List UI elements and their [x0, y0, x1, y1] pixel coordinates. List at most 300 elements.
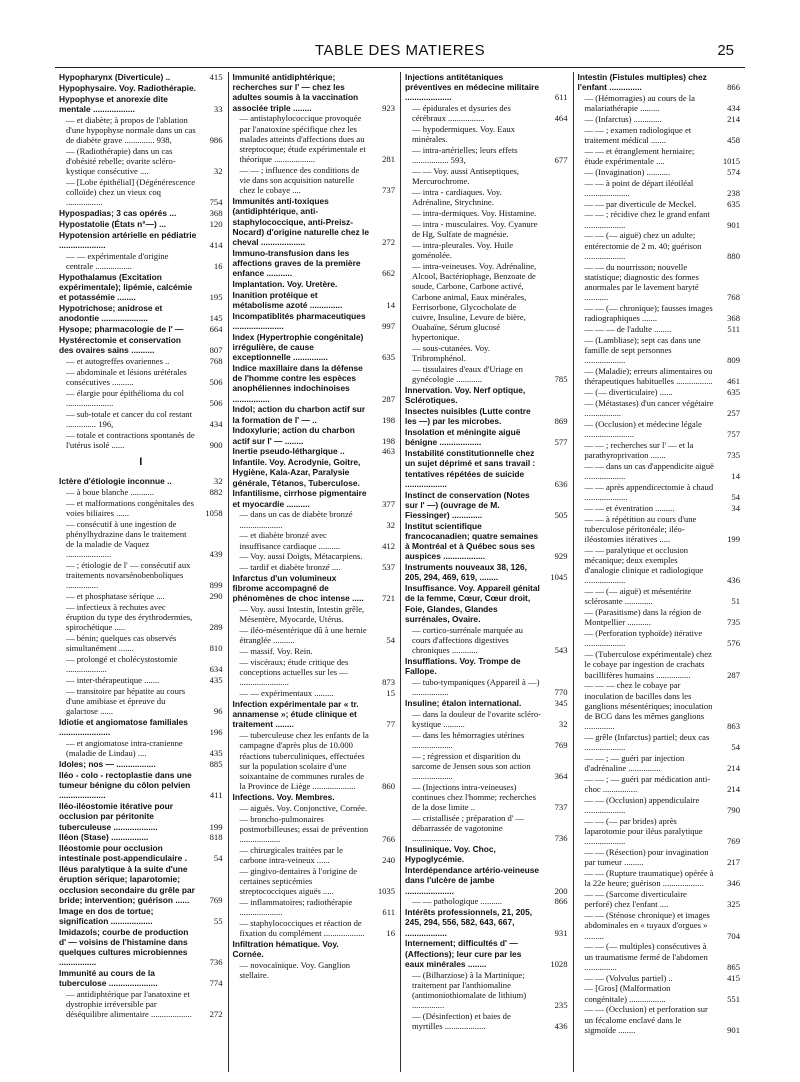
- entry-text: — — — de l'adulte ........: [584, 324, 672, 334]
- index-entry: [578, 209, 741, 229]
- entry-page: 635: [727, 198, 740, 209]
- entry-page: 214: [727, 114, 740, 124]
- index-entry: [233, 196, 396, 247]
- entry-text: Instruments nouveaux 38, 126, 205, 294, 469, 619, ........: [405, 562, 527, 583]
- index-entry: [59, 367, 223, 387]
- entry-text: Hypopharynx (Diverticule) ..: [59, 72, 171, 82]
- index-entry: [59, 251, 223, 271]
- entry-text: Inertie pseudo-léthargique ..: [232, 446, 345, 457]
- entry-page: 463: [382, 446, 395, 457]
- entry-text: Iléo-iléostomie itérative pour occlusion par péritonite tuberculeuse ...................: [59, 801, 174, 832]
- index-entry: [233, 730, 396, 791]
- entry-page: 506: [209, 376, 223, 387]
- index-entry: [59, 324, 223, 334]
- entry-text: — chirurgicales traitées par le carbone intra-veineux ......: [239, 844, 343, 866]
- index-entry: [59, 633, 223, 653]
- index-entry: [233, 509, 396, 529]
- index-entry: [405, 677, 568, 697]
- entry-page: 757: [727, 429, 740, 439]
- entry-text: — (Infarctus) .............: [584, 114, 662, 124]
- entry-page: 287: [727, 669, 740, 680]
- index-entry: [578, 324, 741, 334]
- entry-text: Image en dos de tortue; signification ..................: [59, 905, 154, 926]
- entry-page: 636: [554, 478, 568, 489]
- entry-text: Insuline; étalon international.: [405, 697, 522, 708]
- index-entry: [59, 498, 223, 518]
- entry-text: — (Perforation typhoïde) itérative ...................: [584, 628, 703, 649]
- index-entry: [233, 604, 396, 624]
- entry-page: 54: [731, 492, 740, 502]
- entry-page: 217: [727, 857, 740, 868]
- index-entry: [578, 514, 741, 545]
- entry-page: 346: [727, 878, 740, 889]
- entry-text: Index (Hypertrophie congénitale) irrégulière, de cause exceptionnelle ...............: [232, 331, 364, 363]
- index-entry: [405, 698, 568, 708]
- index-entry: [405, 782, 568, 813]
- entry-text: — — (Volvulus partiel) ..: [584, 972, 673, 983]
- entry-page: 774: [209, 978, 223, 989]
- entry-text: Hypospadias; 3 cas opérés ...: [59, 208, 177, 219]
- entry-text: — (Métastases) d'un cancer végétaire .................: [584, 397, 714, 418]
- index-entry: [405, 427, 568, 447]
- entry-page: 290: [209, 591, 223, 602]
- index-entry: [233, 404, 396, 424]
- entry-text: Insolation et méningite aiguë bénigne ..................: [405, 427, 521, 448]
- entry-text: — — et étranglement herniaire; étude expérimentale ....: [584, 145, 695, 166]
- entry-text: — — pathologique ..........: [412, 896, 502, 907]
- entry-text: — — expérimentale d'origine centrale .................: [66, 250, 169, 271]
- entry-text: — — ; influence des conditions de vie dans son acquisition naturelle chez le cobaye ....: [239, 165, 360, 196]
- entry-page: 199: [727, 534, 740, 544]
- index-entry: [405, 364, 568, 384]
- entry-text: — cortico-surrénale marquée au cours d'affections digestives chroniques ............: [412, 624, 523, 656]
- entry-page: 235: [554, 1000, 568, 1011]
- index-entry: [233, 699, 396, 730]
- index-entry: [233, 918, 396, 938]
- entry-page: 54: [386, 635, 395, 646]
- index-entry: [578, 419, 741, 439]
- entry-text: Iléus paralytique à la suite d'une éruption sérique; laparotomie; occlusion secondaire du grêle par bride; intervention; guérison ......: [59, 864, 195, 905]
- entry-page: 96: [213, 706, 223, 717]
- entry-text: — — ; examen radiologique et traitement médical .......: [584, 124, 692, 145]
- entry-page: 32: [213, 476, 223, 486]
- entry-page: 769: [727, 836, 740, 847]
- entry-text: — (Invagination) ...........: [584, 166, 671, 177]
- entry-text: Indoxylurie; action du charbon actif sur l' — ........: [232, 425, 355, 446]
- entry-page: 77: [386, 719, 395, 730]
- entry-text: — (Maladie); erreurs alimentaires ou thérapeutiques habituelles .................: [584, 366, 713, 387]
- index-entry: [233, 165, 396, 196]
- index-columns: [55, 72, 745, 1072]
- entry-text: — — ; — guéri par médication anti-choc ................: [584, 774, 711, 795]
- index-entry: [59, 560, 223, 591]
- entry-text: — sous-cutanées. Voy. Tribromphénol.: [412, 343, 490, 364]
- index-entry: [578, 628, 741, 648]
- entry-text: Idoles; nos — .................: [59, 759, 156, 770]
- index-entry: [405, 385, 568, 405]
- entry-page: 16: [213, 261, 223, 271]
- index-column-1: [55, 72, 228, 1072]
- index-entry: [59, 519, 223, 560]
- entry-page: 900: [209, 439, 223, 450]
- index-entry: [59, 146, 223, 177]
- entry-text: Infantile. Voy. Acrodynie, Goitre, Hygiène, Kala-Azar, Paralysie générale, Tétanos, Tuberculose.: [232, 457, 361, 488]
- entry-page: 16: [386, 928, 395, 939]
- index-entry: [578, 889, 741, 909]
- index-entry: [578, 461, 741, 481]
- entry-page: 54: [731, 742, 740, 753]
- entry-text: — — après appendicectomie à chaud ....................: [584, 481, 714, 502]
- entry-page: 880: [727, 250, 740, 261]
- index-entry: [59, 115, 223, 146]
- index-entry: [59, 476, 223, 486]
- entry-page: 1028: [550, 958, 568, 969]
- entry-text: — aiguës. Voy. Conjonctive, Cornée.: [239, 802, 368, 813]
- entry-text: Hysope; pharmacologie de l' —: [59, 324, 184, 334]
- index-entry: [59, 759, 223, 769]
- entry-text: Insectes nuisibles (Lutte contre les —) par les microbes.: [405, 406, 531, 427]
- entry-text: — ; étiologie de l' — consécutif aux traitements novarsénobenboliques ...............: [66, 560, 191, 591]
- entry-text: — Voy. aussi Intestin, Intestin grêle, Mésentère, Myocarde, Utérus.: [239, 604, 365, 625]
- index-entry: [578, 680, 741, 731]
- entry-text: Implantation. Voy. Uretère.: [232, 279, 338, 290]
- index-entry: [405, 865, 568, 896]
- entry-text: Iléostomie pour occlusion intestinale post-appendiculaire .: [59, 843, 187, 864]
- entry-text: — massif. Voy. Rein.: [239, 646, 313, 657]
- entry-page: 434: [209, 418, 223, 429]
- index-entry: [578, 774, 741, 794]
- entry-text: — inter-thérapeutique .......: [66, 675, 160, 686]
- entry-page: 1058: [205, 507, 223, 518]
- index-entry: [578, 482, 741, 502]
- entry-text: Infections. Voy. Membres.: [232, 792, 335, 803]
- index-entry: [405, 261, 568, 343]
- entry-page: 196: [209, 727, 223, 738]
- index-entry: [578, 941, 741, 972]
- entry-page: 200: [554, 885, 568, 896]
- entry-page: 611: [382, 907, 395, 918]
- index-entry: [578, 335, 741, 366]
- entry-text: Intérêts professionnels, 21, 205, 245, 294, 556, 582, 643, 667, ..................: [405, 907, 533, 938]
- entry-text: Infection expérimentale par « tr. annamense »; étude clinique et traitement ........: [232, 699, 359, 730]
- entry-text: — — et éventration .........: [584, 502, 675, 513]
- entry-text: — grêle (Infarctus) partiel; deux cas ...................: [584, 732, 710, 753]
- index-entry: [405, 844, 568, 864]
- entry-page: 14: [731, 471, 740, 481]
- index-entry: [405, 813, 568, 844]
- entry-text: — — à point de départ iléoiléal .....................: [584, 177, 694, 198]
- entry-page: 120: [209, 219, 223, 229]
- index-entry: [233, 248, 396, 279]
- entry-text: — — ; — guéri par injection d'adrénaline ...............: [584, 753, 685, 774]
- index-entry: [405, 521, 568, 562]
- entry-text: — — (Sténose chronique) et images abdominales en « tuyaux d'orgues » .........: [584, 910, 710, 941]
- entry-page: 873: [382, 677, 395, 688]
- index-entry: [233, 646, 396, 656]
- index-entry: [59, 968, 223, 988]
- entry-text: — épidurales et dysuries des cérébraux .................: [412, 103, 511, 124]
- index-entry: [405, 907, 568, 938]
- entry-text: — dans la douleur de l'ovarite scléro-kystique ..........: [412, 708, 541, 729]
- entry-text: — — ; récidive chez le grand enfant ...................: [584, 209, 710, 230]
- entry-text: — totale et contractions spontanés de l'utérus isolé ......: [66, 429, 195, 450]
- entry-page: 32: [386, 519, 395, 530]
- index-entry: [233, 960, 396, 980]
- entry-text: Hypotrichose; anidrose et anodontie ....................: [59, 303, 163, 324]
- entry-text: — — (— par brides) après laparotomie pour iléus paralytique ...................: [584, 816, 703, 847]
- index-entry: [578, 732, 741, 752]
- entry-page: 899: [209, 580, 223, 591]
- entry-text: — bénin; quelques cas observés simultanément .......: [66, 633, 177, 654]
- entry-page: 289: [209, 622, 223, 633]
- entry-text: — et phosphatase sérique ....: [66, 591, 165, 602]
- entry-page: 377: [382, 498, 395, 509]
- entry-page: 543: [554, 645, 568, 656]
- entry-text: Infiltration hématique. Voy. Cornée.: [232, 939, 339, 960]
- entry-text: — intra - cardiaques. Voy. Adrénaline, Strychnine.: [412, 187, 502, 208]
- entry-text: Immuno-transfusion dans les affections graves de la première enfance ...........: [232, 247, 361, 279]
- index-entry: [405, 490, 568, 521]
- index-entry: [578, 262, 741, 303]
- index-entry: [233, 551, 396, 561]
- index-entry: [578, 114, 741, 124]
- entry-text: Infantilisme, cirrhose pigmentaire et myocardie ..........: [232, 488, 367, 509]
- index-entry: [405, 145, 568, 165]
- index-entry: [59, 230, 223, 250]
- entry-page: 412: [382, 540, 395, 551]
- index-entry: [59, 388, 223, 408]
- entry-text: — et malformations congénitales des voies biliaires ......: [66, 497, 194, 518]
- entry-text: — — à répétition au cours d'une tuberculose péritonéale; iléo-iléostomies itératives .....: [584, 513, 697, 544]
- entry-page: 436: [727, 575, 740, 586]
- index-entry: [578, 545, 741, 586]
- entry-text: Immunité au cours de la tuberculose .....................: [59, 968, 158, 989]
- index-entry: [578, 167, 741, 177]
- index-entry: [59, 430, 223, 450]
- index-entry: [233, 363, 396, 404]
- entry-text: Instinct de conservation (Notes sur l' —) (ouvrage de M. Fiessinger) .............: [405, 489, 530, 521]
- entry-page: 551: [727, 993, 740, 1004]
- index-entry: [59, 686, 223, 717]
- index-entry: [59, 272, 223, 303]
- entry-text: — dans un cas de diabète bronzé ....................: [239, 509, 353, 530]
- entry-text: — intra-artérielles; leurs effets ................. 593,: [412, 145, 518, 166]
- index-entry: [578, 440, 741, 460]
- entry-page: 929: [554, 551, 568, 562]
- entry-page: 869: [554, 416, 568, 427]
- index-entry: [578, 398, 741, 418]
- entry-text: — — (Occlusion) appendiculaire ...................: [584, 795, 700, 816]
- entry-page: 809: [727, 355, 740, 366]
- entry-text: — (Injections intra-veineuses) continues chez l'homme; recherches de la dose limite ..: [412, 781, 536, 813]
- entry-page: 281: [382, 154, 395, 165]
- entry-page: 662: [382, 268, 395, 279]
- entry-text: — — (Occlusion) et perforation sur un fécalome enclavé dans le sigmoïde ........: [584, 1004, 708, 1035]
- entry-page: 1045: [550, 572, 568, 583]
- index-entry: [405, 1011, 568, 1031]
- entry-text: — (Lambliase); sept cas dans une famille de sept personnes ...................: [584, 334, 701, 366]
- index-entry: [405, 709, 568, 729]
- entry-page: 345: [554, 697, 568, 708]
- entry-text: — ; régression et disparition du sarcome de Jensen sous son action ...................: [412, 750, 531, 782]
- entry-page: 461: [727, 376, 740, 387]
- entry-text: — et diabète bronzé avec insuffisance cardiaque ..........: [239, 530, 341, 551]
- entry-text: Interdépendance artério-veineuse dans l'ulcère de jambe .....................: [405, 865, 540, 896]
- index-entry: [59, 335, 223, 355]
- index-entry: [233, 803, 396, 813]
- index-entry: [233, 488, 396, 508]
- entry-text: — inflammatoires; radiothérapie ....................: [239, 897, 353, 918]
- index-entry: [578, 503, 741, 513]
- entry-page: 436: [554, 1021, 568, 1032]
- entry-page: 931: [554, 927, 568, 938]
- entry-page: 415: [727, 972, 740, 983]
- index-entry: [59, 356, 223, 366]
- entry-page: 576: [727, 638, 740, 649]
- index-entry: [59, 208, 223, 218]
- entry-text: Iléo - colo - rectoplastie dans une tumeur bénigne du côlon pelvien ....................: [59, 770, 192, 801]
- entry-page: 635: [727, 387, 740, 397]
- index-entry: [578, 230, 741, 261]
- entry-text: — et angiomatose intra-cranienne (maladie de Lindau) ....: [66, 738, 183, 759]
- entry-page: 368: [209, 208, 223, 219]
- entry-page: 736: [209, 957, 223, 968]
- index-entry: [405, 730, 568, 750]
- entry-page: 287: [382, 393, 395, 404]
- entry-text: — Voy. aussi Doigts, Métacarpiens.: [239, 551, 363, 562]
- entry-page: 364: [554, 771, 568, 782]
- entry-page: 677: [554, 155, 568, 166]
- entry-page: 257: [727, 408, 740, 418]
- entry-text: — sub-totale et cancer du col restant .............. 196,: [66, 408, 192, 429]
- index-entry: [578, 847, 741, 867]
- index-entry: [59, 738, 223, 758]
- index-entry: [233, 446, 396, 456]
- index-entry: [578, 366, 741, 386]
- entry-page: 770: [554, 687, 568, 698]
- index-entry: [405, 166, 568, 186]
- index-entry: [405, 72, 568, 103]
- entry-text: Insulinique. Voy. Choc, Hypoglycémie.: [405, 844, 496, 865]
- index-entry: [405, 406, 568, 426]
- entry-page: 14: [386, 300, 395, 311]
- index-entry: [405, 562, 568, 582]
- index-entry: [59, 177, 223, 208]
- entry-text: — — paralytique et occlusion mécanique; deux exemples d'analogie clinique et radiologique ...................: [584, 544, 704, 586]
- index-entry: [405, 448, 568, 489]
- entry-text: — gingivo-dentaires à l'origine de certaines septicémies streptococciques aiguës .....: [239, 865, 358, 897]
- entry-text: — — (Rupture traumatique) opérée à la 22e heure; guérison ...................: [584, 868, 714, 889]
- entry-page: 1035: [377, 886, 395, 897]
- entry-page: 435: [209, 748, 223, 759]
- index-entry: [405, 219, 568, 239]
- entry-page: 785: [554, 374, 568, 385]
- entry-text: Iléon (Stase) ................: [59, 832, 149, 843]
- index-entry: [233, 625, 396, 645]
- entry-page: 272: [382, 237, 395, 248]
- entry-page: 766: [382, 834, 395, 845]
- index-entry: [233, 845, 396, 865]
- entry-page: 51: [731, 596, 740, 607]
- index-entry: [59, 770, 223, 801]
- entry-text: — iléo-mésentérique dû à une hernie étranglée ..........: [239, 625, 367, 646]
- entry-text: Intestin (Fistules multiples) chez l'enfant ..............: [577, 72, 707, 93]
- entry-text: — transitoire par hépatite au cours d'une amibiase et épreuve du galactose ......: [66, 686, 186, 717]
- index-entry: [233, 113, 396, 164]
- entry-page: 754: [209, 197, 223, 208]
- entry-text: — — (Résection) pour invagination par tumeur .........: [584, 847, 709, 868]
- entry-page: 769: [209, 894, 223, 905]
- index-entry: [405, 208, 568, 218]
- entry-text: — tardif et diabète bronzé ....: [239, 562, 341, 573]
- entry-page: 272: [209, 1009, 223, 1020]
- index-entry: [405, 240, 568, 260]
- entry-text: — — — chez le cobaye par inoculation de bacilles dans les ganglions mésentériques; inoculation de BCG dans les mêmes ganglions ..............: [584, 680, 713, 732]
- index-entry: [59, 989, 223, 1020]
- entry-text: — intra-dermiques. Voy. Histamine.: [412, 208, 537, 219]
- index-entry: [59, 94, 223, 114]
- index-entry: [59, 72, 223, 82]
- index-entry: [233, 688, 396, 698]
- index-entry: [59, 906, 223, 926]
- entry-page: 435: [209, 675, 223, 686]
- index-entry: [578, 1004, 741, 1035]
- index-entry: [59, 602, 223, 633]
- index-entry: [578, 753, 741, 773]
- entry-text: — intra - musculaires. Voy. Cyanure de Hg, Sulfate de magnésie.: [412, 219, 538, 240]
- entry-page: 411: [209, 790, 223, 801]
- entry-page: 737: [554, 802, 568, 813]
- entry-text: — broncho-pulmonaires postmorbilleuses; essai de prévention ...................: [239, 813, 369, 845]
- entry-text: — — ; recherches sur l' — et la parathyroprivation .......: [584, 439, 694, 460]
- entry-text: Idiotie et angiomatose familiales ......................: [59, 717, 188, 738]
- entry-page: 611: [554, 92, 568, 103]
- index-entry: [59, 927, 223, 968]
- index-entry: [578, 303, 741, 323]
- entry-text: — abdominale et lésions urétérales consécutives ..........: [66, 366, 187, 387]
- entry-page: 866: [554, 896, 568, 907]
- entry-page: 865: [727, 961, 740, 972]
- entry-text: — et diabète; à propos de l'ablation d'une hypophyse normale dans un cas de diabète grave .............. 938,: [66, 114, 196, 145]
- entry-page: 735: [727, 450, 740, 460]
- entry-text: — (— diverticulaire) ......: [584, 387, 673, 397]
- entry-page: 866: [727, 82, 740, 93]
- index-entry: [59, 864, 223, 905]
- index-entry: [233, 562, 396, 572]
- entry-page: 997: [382, 321, 395, 332]
- entry-text: Instabilité constitutionnelle chez un sujet déprimé et sans travail : tentatives répétées de suicide ..................: [405, 448, 536, 489]
- entry-text: Hystérectomie et conservation des ovaires sains ..........: [59, 334, 181, 355]
- entry-page: 439: [209, 549, 223, 560]
- section-letter: I: [139, 456, 143, 468]
- entry-page: 55: [213, 915, 223, 926]
- entry-text: — (Occlusion) et médecine légale .......................: [584, 418, 702, 439]
- entry-text: — — par diverticule de Meckel.: [584, 198, 697, 209]
- entry-page: 15: [386, 688, 395, 699]
- index-entry: [233, 792, 396, 802]
- entry-page: 54: [213, 853, 223, 864]
- entry-text: Inanition protéique et métabolisme azoté ..............: [232, 289, 343, 311]
- index-entry: [59, 843, 223, 863]
- entry-page: 464: [554, 113, 568, 124]
- entry-page: 634: [209, 664, 223, 675]
- index-entry: [59, 717, 223, 737]
- entry-page: 145: [209, 313, 223, 324]
- index-entry: [405, 656, 568, 676]
- entry-text: Hypophysaire. Voy. Radiothérapie.: [59, 82, 196, 93]
- index-entry: [59, 832, 223, 842]
- index-entry: [233, 290, 396, 310]
